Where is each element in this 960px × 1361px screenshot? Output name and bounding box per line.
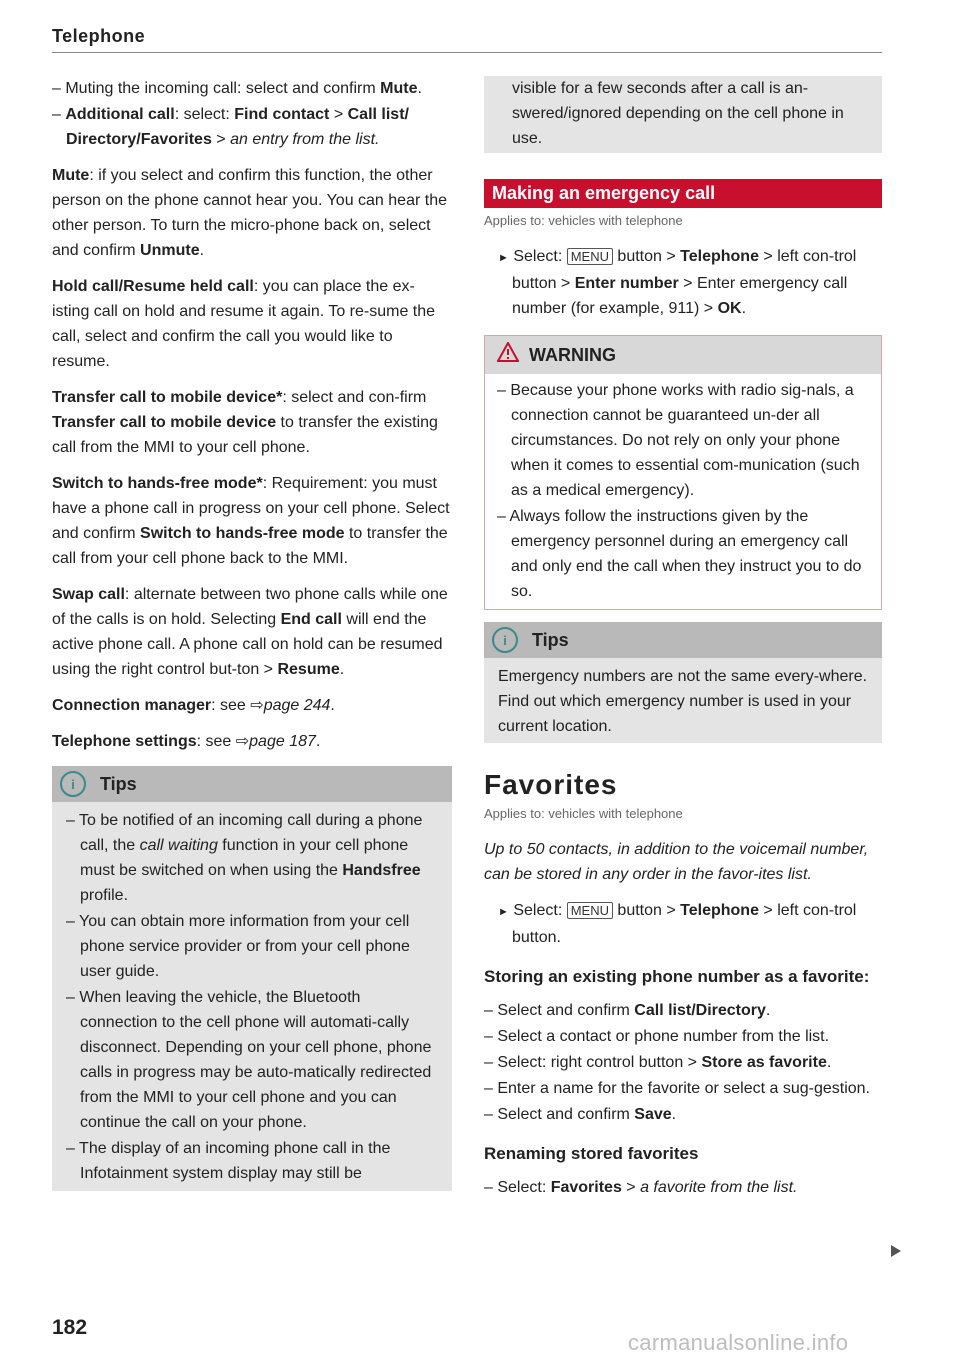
tips-header	[484, 622, 882, 658]
switch-paragraph: Switch to hands-free mode*: Requirement: you must have a phone call in progress on your cell phone. Select and confirm Switch to hands-free mode to transfer the call from your cell phone back to the MMI.	[52, 475, 450, 567]
warning-triangle-icon	[497, 342, 519, 369]
tips-item: – When leaving the vehicle, the Bluetooth connection to the cell phone will automati-cally disconnect. Depending on your cell phone, phone calls in progress may be auto-matically redirected from the MMI to your cell phone and you can continue the call on your phone.	[66, 989, 432, 1131]
swap-paragraph: Swap call: alternate between two phone calls while one of the calls is on hold. Selecting End call will end the active phone call. A phone call on hold can be resumed using the right control but-ton > Resume.	[52, 586, 448, 678]
favorites-step: ► Select: MENU button > Telephone > left con-trol button.	[498, 902, 857, 946]
page-ref-link[interactable]: page 244	[263, 697, 331, 714]
tips-item: – You can obtain more information from your cell phone service provider or from your cell phone user guide.	[66, 913, 410, 980]
store-step: – Select and confirm Call list/Directory.	[484, 1002, 771, 1019]
applies-to-note: Applies to: vehicles with telephone	[484, 806, 683, 821]
store-step: – Select and confirm Save.	[484, 1106, 677, 1123]
watermark: carmanualsonline.info	[628, 1330, 849, 1355]
info-icon: i	[60, 771, 86, 797]
tips-body	[484, 658, 882, 743]
ref-arrow-icon: ⇨	[235, 733, 250, 750]
page-header-title: Telephone	[52, 26, 146, 46]
warning-body	[485, 378, 881, 609]
tips-title: Tips	[100, 773, 137, 794]
tips-continued-text: visible for a few seconds after a call is an-swered/ignored depending on the cell phone in use.	[512, 80, 844, 147]
store-step: – Enter a name for the favorite or select a sug-gestion.	[484, 1080, 870, 1097]
subheading-store-favorite: Storing an existing phone number as a favorite:	[484, 967, 870, 986]
menu-key: MENU	[567, 248, 613, 265]
mute-paragraph: Mute: if you select and confirm this function, the other person on the phone cannot hear you. You can hear the other person. To turn the micro-phone back on, select and confirm Unmute.	[52, 167, 447, 259]
connection-manager-paragraph: Connection manager: see ⇨page 244.	[52, 697, 335, 714]
tips-title: Tips	[532, 629, 569, 650]
tips-body	[52, 802, 452, 1191]
continue-arrow-icon	[891, 1245, 901, 1257]
ref-arrow-icon: ⇨	[250, 697, 264, 714]
menu-key: MENU	[567, 902, 613, 919]
tips-header	[52, 766, 452, 802]
left-column	[52, 76, 452, 1191]
header-divider	[52, 52, 882, 53]
page-number: 182	[52, 1316, 88, 1339]
store-step: – Select: right control button > Store as favorite.	[484, 1054, 832, 1071]
warning-header	[485, 336, 881, 374]
favorites-intro: Up to 50 contacts, in addition to the voicemail number, can be stored in any order in the favor-ites list.	[484, 841, 869, 883]
warning-item: – Always follow the instructions given by the emergency personnel during an emergency call and only end the call when they instruct you to do so.	[497, 508, 862, 600]
list-item-mute: – Muting the incoming call: select and confirm Mute.	[52, 80, 422, 97]
tips-box-emergency	[484, 622, 882, 743]
tips-item: – To be notified of an incoming call during a phone call, the call waiting function in your cell phone must be switched on when using the Handsfree profile.	[66, 812, 423, 904]
warning-item: – Because your phone works with radio sig-nals, a connection cannot be guaranteed un-der all circumstances. Do not rely on only your phone when it comes to essential com-munication (such as a medical emergency).	[497, 382, 860, 499]
emergency-step: ► Select: MENU button > Telephone > left con-trol button > Enter number > Enter emergency call number (for example, 911) > OK.	[498, 248, 857, 317]
tips-item: – The display of an incoming phone call in the Infotainment system display may still be	[66, 1140, 391, 1182]
right-column	[484, 76, 882, 1201]
warning-box	[484, 335, 882, 610]
transfer-paragraph: Transfer call to mobile device*: select and con-firm Transfer call to mobile device to transfer the existing call from the MMI to your cell phone.	[52, 389, 438, 456]
page-ref-link[interactable]: page 187	[249, 733, 316, 750]
store-step: – Select a contact or phone number from the list.	[484, 1028, 830, 1045]
applies-to-note: Applies to: vehicles with telephone	[484, 213, 683, 228]
section-heading-emergency: Making an emergency call	[484, 179, 882, 208]
telephone-settings-paragraph: Telephone settings: see ⇨page 187.	[52, 733, 321, 750]
warning-title: WARNING	[529, 344, 616, 365]
step-arrow-icon: ►	[498, 906, 509, 918]
section-heading-favorites: Favorites	[484, 769, 618, 800]
rename-step: – Select: Favorites > a favorite from the list.	[484, 1179, 798, 1196]
hold-paragraph: Hold call/Resume held call: you can place the ex-isting call on hold and resume it again. To re-sume the call, select and confirm the call you would like to resume.	[52, 278, 436, 370]
tips-continued	[484, 76, 882, 153]
tips-text: Emergency numbers are not the same every-where. Find out which emergency number is used in your current location.	[498, 668, 868, 735]
info-icon: i	[492, 627, 518, 653]
list-item-additional-call: – Additional call: select: Find contact > Call list/ Directory/Favorites > an entry from the list.	[52, 106, 409, 148]
tips-box	[52, 766, 452, 1191]
subheading-rename-favorites: Renaming stored favorites	[484, 1144, 699, 1163]
step-arrow-icon: ►	[498, 252, 509, 264]
